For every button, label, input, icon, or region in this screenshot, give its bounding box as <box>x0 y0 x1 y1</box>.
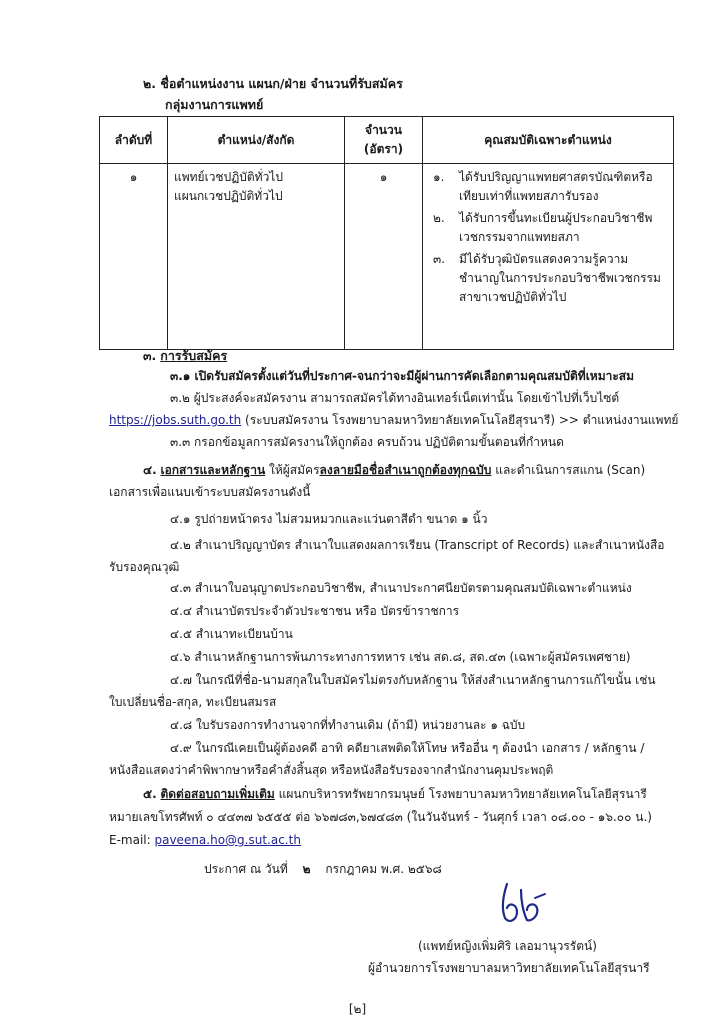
section-4-intro-end: และดำเนินการสแกน (Scan) <box>491 463 646 477</box>
section-4-item-8: ๔.๘ ใบรับรองการทำงานจากที่ทำงานเดิม (ถ้ามี) หน่วยงานละ ๑ ฉบับ <box>170 718 526 732</box>
row-position <box>168 164 345 350</box>
section-4-intro-bold: ลงลายมือชื่อสำเนาถูกต้องทุกฉบับ <box>319 463 492 477</box>
section-5-line1 <box>143 787 647 801</box>
qualification-num: ๑. <box>433 170 445 184</box>
qualification-text: ได้รับการขึ้นทะเบียนผู้ประกอบวิชาชีพเวชกรรมจากแพทยสภา <box>459 211 653 244</box>
section-4-item-9-line2: หนังสือแสดงว่าคำพิพากษาหรือคำสั่งสิ้นสุด หรือหนังสือรับรองจากสำนักงานคุมประพฤติ <box>109 763 554 777</box>
qualification-item <box>433 250 667 306</box>
qualification-text: มีได้รับวุฒิบัตรแสดงความรู้ความชำนาญในการประกอบวิชาชีพเวชกรรม สาขาเวชปฏิบัติทั่วไป <box>459 252 661 304</box>
section-5-num: ๕. <box>143 787 157 801</box>
page-number: [๒] <box>348 1002 367 1016</box>
section-3-num: ๓. <box>143 348 157 363</box>
announcement-date <box>204 862 442 876</box>
section-3-item-3: ๓.๓ กรอกข้อมูลการสมัครงานให้ถูกต้อง ครบถ้วน ปฏิบัติตามขั้นตอนที่กำหนด <box>170 435 564 449</box>
section-4-title: เอกสารและหลักฐาน <box>160 463 266 477</box>
announce-day: ๒ <box>302 862 311 876</box>
section-2-group: กลุ่มงานการแพทย์ <box>165 97 264 112</box>
position-table <box>99 116 674 350</box>
signer-title: ผู้อำนวยการโรงพยาบาลมหาวิทยาลัยเทคโนโลยีสุรนารี <box>368 961 650 975</box>
qualification-num: ๓. <box>433 252 446 267</box>
jobs-website-link[interactable]: https://jobs.suth.go.th <box>109 413 242 427</box>
qualification-num: ๒. <box>433 211 445 226</box>
header-count-line2: (อัตรา) <box>363 142 404 156</box>
header-number: ลำดับที่ <box>100 117 168 164</box>
section-5-line2: หมายเลขโทรศัพท์ ๐ ๔๔๓๗ ๖๕๕๕ ต่อ ๖๖๗๘๓,๖๗๔๘๓ (ในวันจันทร์ - วันศุกร์ เวลา ๐๘.๐๐ - ๑๖.๐๐ น.) <box>109 810 652 824</box>
section-3-heading <box>143 348 227 363</box>
header-count-line1: จำนวน <box>365 123 402 137</box>
row-position-line1: แพทย์เวชปฏิบัติทั่วไป <box>174 170 283 184</box>
row-position-line2: แผนกเวชปฏิบัติทั่วไป <box>174 188 283 203</box>
header-qualifications: คุณสมบัติเฉพาะตำแหน่ง <box>423 117 674 164</box>
section-3-item-1: ๓.๑ เปิดรับสมัครตั้งแต่วันที่ประกาศ-จนกว่าจะมีผู้ผ่านการคัดเลือกตามคุณสมบัติที่เหมาะสม <box>170 369 635 383</box>
section-4-item-5: ๔.๕ สำเนาทะเบียนบ้าน <box>170 627 293 641</box>
section-4-item-1: ๔.๑ รูปถ่ายหน้าตรง ไม่สวมหมวกและแว่นตาสีดำ ขนาด ๑ นิ้ว <box>170 512 488 526</box>
contact-email-line <box>109 833 301 847</box>
header-position: ตำแหน่ง/สังกัด <box>168 117 345 164</box>
section-3-title: การรับสมัคร <box>160 348 228 363</box>
section-4-item-9-line1: ๔.๙ ในกรณีเคยเป็นผู้ต้องคดี อาทิ คดียาเสพติดให้โทษ หรืออื่น ๆ ต้องนำ เอกสาร / หลักฐาน / <box>170 741 645 755</box>
section-4-item-2-line2: รับรองคุณวุฒิ <box>109 560 180 574</box>
table-header-row <box>100 117 674 164</box>
qualification-item <box>433 168 667 205</box>
signer-name: (แพทย์หญิงเพิ่มศิริ เลอมานุวรรัตน์) <box>418 939 597 953</box>
section-4-intro <box>143 463 645 477</box>
section-4-item-2-line1: ๔.๒ สำเนาปริญญาบัตร สำเนาใบแสดงผลการเรียน (Transcript of Records) และสำเนาหนังสือ <box>170 538 665 552</box>
section-4-intro-line2: เอกสารเพื่อแนบเข้าระบบสมัครงานดังนี้ <box>109 485 311 499</box>
section-4-item-7-line1: ๔.๗ ในกรณีที่ชื่อ-นามสกุลในใบสมัครไม่ตรงกับหลักฐาน ให้ส่งสำเนาหลักฐานการแก้ไขนั้น เช่น <box>170 673 656 687</box>
section-5-title: ติดต่อสอบถามเพิ่มเติม <box>160 787 275 801</box>
row-count: ๑ <box>345 164 423 350</box>
section-4-intro-mid: ให้ผู้สมัคร <box>265 463 320 477</box>
section-3-item-2-line1: ๓.๒ ผู้ประสงค์จะสมัครงาน สามารถสมัครได้ทางอินเทอร์เน็ตเท่านั้น โดยเข้าไปที่เว็บไซต์ <box>170 391 620 405</box>
email-label: E-mail: <box>109 833 155 847</box>
section-3-item-2-line2 <box>109 413 678 427</box>
section-5-rest: แผนกบริหารทรัพยากรมนุษย์ โรงพยาบาลมหาวิทยาลัยเทคโนโลยีสุรนารี <box>274 787 647 801</box>
section-4-num: ๔. <box>143 463 157 477</box>
announce-prefix: ประกาศ ณ วันที่ <box>204 862 288 876</box>
section-4-item-6: ๔.๖ สำเนาหลักฐานการพ้นภาระทางการทหาร เช่น สด.๘, สด.๔๓ (เฉพาะผู้สมัครเพศชาย) <box>170 650 631 664</box>
section-4-item-7-line2: ใบเปลี่ยนชื่อ-สกุล, ทะเบียนสมรส <box>109 695 277 709</box>
row-qualifications <box>423 164 674 350</box>
section-3-item-2-rest: (ระบบสมัครงาน โรงพยาบาลมหาวิทยาลัยเทคโนโลยีสุรนารี) >> ตำแหน่งงานแพทย์ <box>241 413 679 427</box>
contact-email-link[interactable]: paveena.ho@g.sut.ac.th <box>154 833 301 847</box>
section-4-item-4: ๔.๔ สำเนาบัตรประจำตัวประชาชน หรือ บัตรข้าราชการ <box>170 604 460 618</box>
qualification-text: ได้รับปริญญาแพทยศาสตรบัณฑิตหรือเทียบเท่าที่แพทยสภารับรอง <box>459 170 653 203</box>
row-number: ๑ <box>100 164 168 350</box>
handwritten-signature <box>495 878 549 928</box>
announce-rest: กรกฎาคม พ.ศ. ๒๕๖๘ <box>325 862 442 876</box>
section-4-item-3: ๔.๓ สำเนาใบอนุญาตประกอบวิชาชีพ, สำเนาประกาศนียบัตรตามคุณสมบัติเฉพาะตำแหน่ง <box>170 581 632 595</box>
qualification-item <box>433 209 667 246</box>
header-count <box>345 117 423 164</box>
section-2-title: ๒. ชื่อตำแหน่งงาน แผนก/ฝ่าย จำนวนที่รับสมัคร <box>143 76 403 91</box>
table-row <box>100 164 674 350</box>
